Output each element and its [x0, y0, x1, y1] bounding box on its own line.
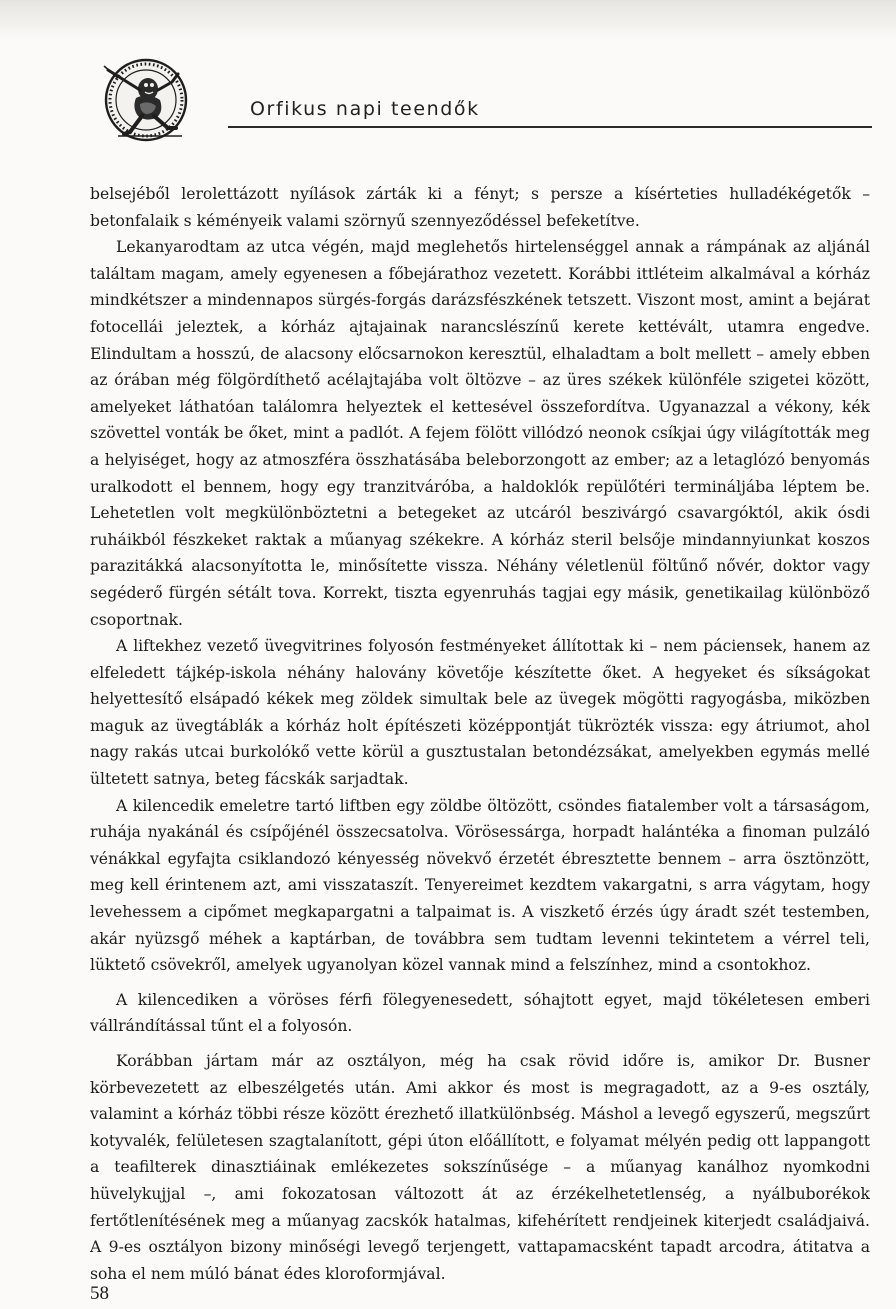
page-number: 58 [90, 1283, 109, 1304]
header-rule [228, 126, 872, 128]
paragraph: A kilencediken a vöröses férfi fölegyenesedett, sóhajtott egyet, majd tökéletesen emberi vállrándítással tűnt el a folyosón. [90, 990, 870, 1036]
page-scan-shade [0, 0, 896, 40]
body-text [90, 181, 870, 1287]
paragraph: Lekanyarodtam az utca végén, majd meglehetős hirtelenséggel annak a rámpának az aljánál találtam magam, amely egyenesen a főbejárathoz vezetett. Korábbi ittléteim alkalmával a kórház mindkétszer a mindennapos sürgés-forgás darázsfészkének tetszett. Viszont most, amint a bejárat fotocellái jeleztek, a kórház ajtajainak narancslészínű kerete kettévált, utamra engedve. Elindultam a hosszú, de alacsony előcsarnokon keresztül, elhaladtam a bolt mellett – amely ebben az órában még fölgördíthető acélajtajába volt öltözve – az üres székek különféle szigetei között, amelyeket láthatóan találomra helyeztek el kettesével összefordítva. Ugyanazzal a vékony, kék szövettel vonták be őket, mint a padlót. A fejem fölött villódzó neonok csíkjai úgy világították meg a helyiséget, hogy az atmoszféra összhatásába beleborzongott az ember; az a letaglózó benyomás uralkodott el bennem, hogy egy tranzitváróba, a haldoklók repülőtéri termináljába léptem be. Lehetetlen volt megkülönböztetni a betegeket az utcáról beszivárgó csavargóktól, akik ósdi ruháikból fészkeket raktak a műanyag székekre. A kórház steril belsője mindannyiunkat koszos parazitákká alacsonyította le, minősítette vissza. Néhány véletlenül föltűnő nővér, doktor vagy segéderő fürgén sétált tova. Korrekt, tiszta egyenruhás tagjai egy másik, genetikailag különböző csoportnak. [90, 238, 870, 629]
paragraph: A liftekhez vezető üvegvitrines folyosón festményeket állítottak ki – nem páciensek, hanem az elfeledett tájkép-iskola néhány halovány követője készítette őket. A hegyeket és síkságokat helyettesítő elsápadó kékek meg zöldek simultak bele az üvegek mögötti ragyogásba, miközben maguk az üvegtáblák a kórház holt építészeti középpontját tükrözték vissza: egy átriumot, ahol nagy rakás utcai burkolókő vette körül a gusztustalan betondézsákat, amelyekben egymás mellé ültetett satnya, beteg fácskák sarjadtak. [90, 637, 870, 789]
paragraph: A kilencedik emeletre tartó liftben egy zöldbe öltözött, csöndes fiatalember volt a társaságom, ruhája nyakánál és csípőjénél összecsatolva. Vörösessárga, horpadt halántéka a finoman pulzáló vénákkal egyfajta csiklandozó kényesség növekvő érzetét ébresztette bennem – arra ösztönzött, meg kell érintenem azt, ami visszataszít. Tenyereimet kezdtem vakargatni, s arra vágytam, hogy levehessem a cipőmet megkapargatni a talpaimat is. A viszkető érzés úgy áradt szét testemben, akár nyüzsgő méhek a kaptárban, de továbbra sem tudtam levenni tekintetem a vérrel teli, lüktető csövekről, amelyek ugyanolyan közel vannak mind a felszínhez, mind a csontokhoz. [90, 796, 870, 975]
paragraph: Korábban jártam már az osztályon, még ha csak rövid időre is, amikor Dr. Busner körbevezetett az elbeszélgetés után. Ami akkor és most is megragadott, az a 9-es osztály, valamint a kórház többi része között érezhető illatkülönbség. Máshol a levegő egyszerű, megszűrt kotyvalék, felületesen szagtalanított, gépi úton előállított, e folyamat mélyén pedig ott lappangott a teafilterek dinasztiáinak emlékezetes sokszínűsége – a műanyag kanálhoz nyomkodni hüvelykujjal –, ami fokozatosan változott át az érzékelhetetlenség, a nyálbuborékok fertőtlenítésének meg a műanyag zacskók hatalmas, kifehérített rendjeinek kiterjedt családjaivá. A 9-es osztályon bizony minőségi levegő terjengett, vattapamacsként tapadt arcodra, átitatva a soha el nem múló bánat édes kloroformjával. [90, 1052, 870, 1283]
running-header [96, 56, 874, 140]
running-title: Orfikus napi teendők [250, 98, 480, 120]
paragraph: belsejéből lerolettázott nyílások zárták ki a fényt; s persze a kísérteties hulladékégetők – betonfalaik s kéményeik valami szörnyű szennyeződéssel befeketítve. [90, 185, 870, 230]
orpheus-medallion-icon [96, 56, 208, 146]
